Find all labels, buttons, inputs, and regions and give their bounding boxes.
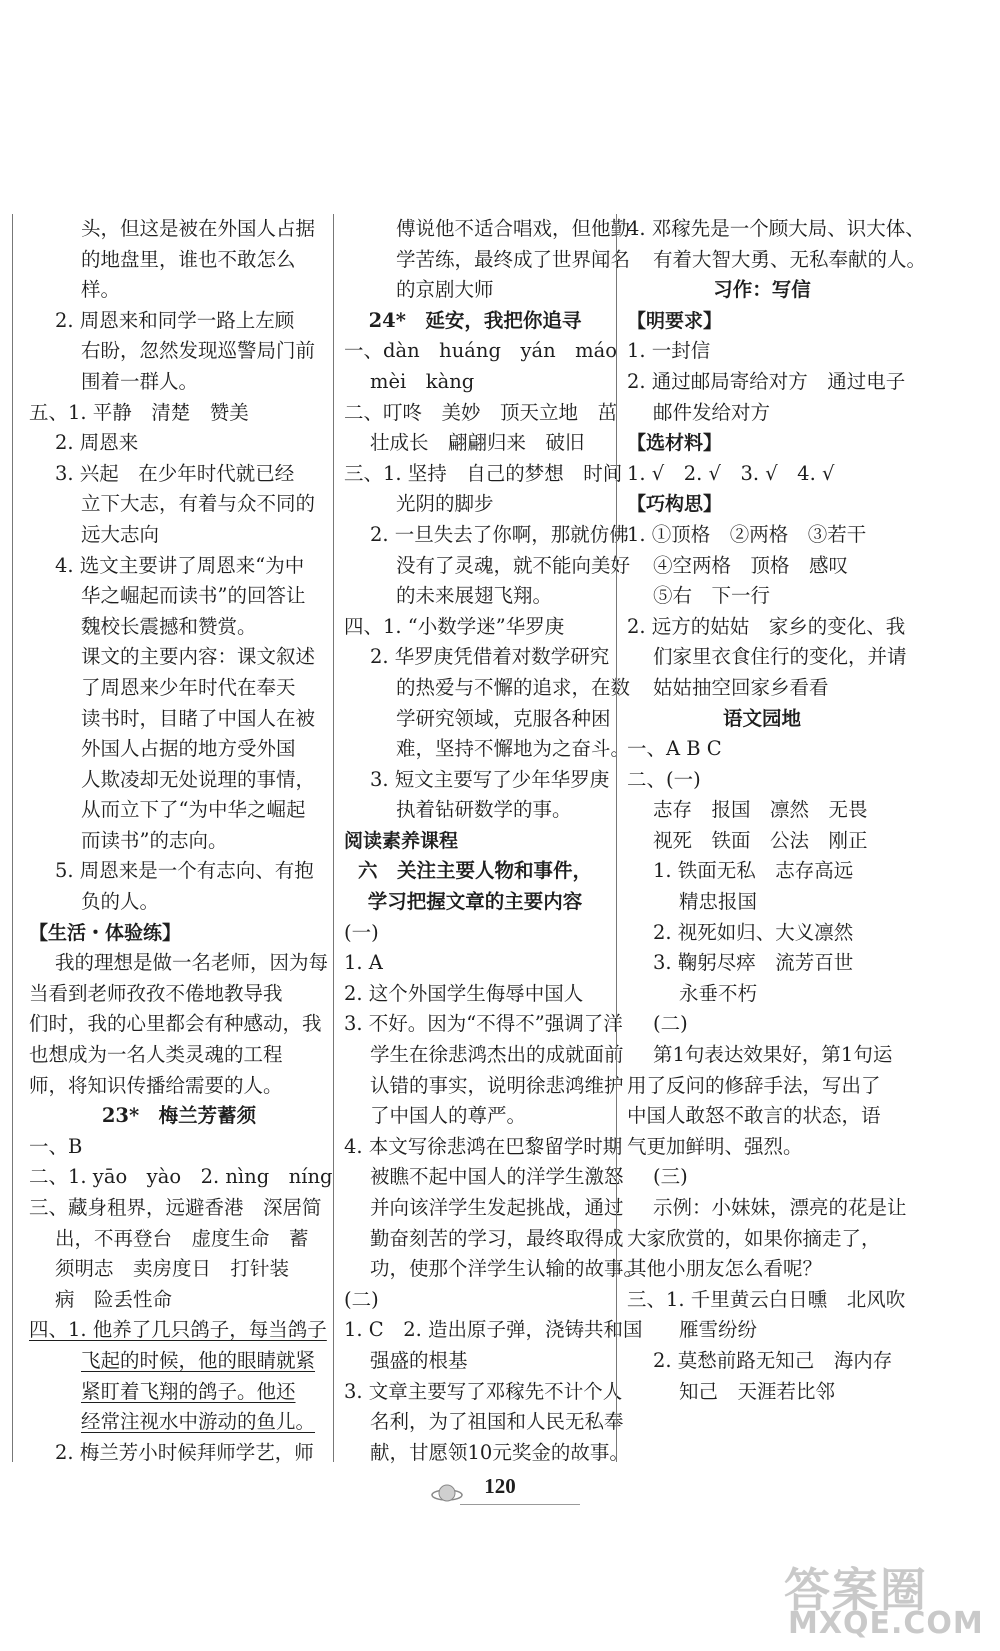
answer-line: 【巧构思】 — [627, 493, 723, 516]
answer-line: 强盛的根基 — [370, 1348, 468, 1372]
answer-line: 1. A — [344, 951, 383, 975]
answer-line: 头，但这是被在外国人占据 — [81, 217, 316, 240]
answer-line: 们时，我的心里都会有种感动，我 — [29, 1012, 322, 1036]
answer-line: 1. C 2. 造出原子弹，浇铸共和国 — [344, 1318, 643, 1342]
answer-line: 出，不再登台 虚度生命 蓄 — [55, 1226, 309, 1250]
answer-line: 围着一群人。 — [81, 369, 199, 393]
answer-line: 六 关注主要人物和事件， — [357, 859, 592, 883]
answer-line: 2. 这个外国学生侮辱中国人 — [344, 981, 584, 1005]
answer-line: 样。 — [81, 278, 121, 302]
answer-line: 有着大智大勇、无私奉献的人。 — [653, 247, 927, 271]
answer-line: 而读书”的志向。 — [81, 828, 228, 852]
answer-line: 2. 远方的姑姑 家乡的变化、我 — [627, 614, 906, 638]
answer-line: 1. 铁面无私 志存高远 — [653, 859, 854, 883]
answer-line: 第1句表达效果好，第1句运 — [653, 1043, 893, 1067]
answer-line: 阅读素养课程 — [344, 829, 459, 852]
answer-line: (二) — [344, 1287, 379, 1311]
answer-line: 的地盘里，谁也不敢怎么 — [81, 247, 296, 271]
answer-line: 二、叮咚 美妙 顶天立地 茁 — [344, 400, 618, 424]
answer-line: 学生在徐悲鸿杰出的成就面前 — [370, 1043, 624, 1067]
answer-line: 【选材料】 — [627, 432, 723, 455]
answer-line: 一、dàn huáng yán máo — [344, 339, 618, 363]
answer-line: 外国人占据的地方受外国 — [81, 737, 296, 761]
answer-line: 3. 文章主要写了邓稼先不计个人 — [344, 1379, 623, 1403]
watermark-logo-text: 答案圈 — [784, 1563, 928, 1617]
answer-line: 并向该洋学生发起挑战，通过 — [370, 1196, 624, 1219]
answer-line: 难，坚持不懈地为之奋斗。 — [396, 737, 631, 761]
answer-line: 远大志向 — [81, 522, 160, 546]
answer-line: 三、1. 坚持 自己的梦想 时间 — [344, 461, 623, 485]
answer-line: 永垂不朽 — [679, 981, 758, 1005]
answer-line: 习作：写信 — [713, 278, 811, 302]
answer-line: 四、1. 他养了几只鸽子，每当鸽子 — [29, 1318, 327, 1342]
answer-line: 名利，为了祖国和人民无私奉 — [370, 1410, 624, 1434]
answer-line: 了中国人的尊严。 — [370, 1104, 527, 1128]
answer-line: 2. 一旦失去了你啊，那就仿佛 — [370, 522, 629, 546]
answer-line: 语文园地 — [722, 706, 801, 730]
answer-line: 二、1. yāo yào 2. nìng níng — [29, 1165, 333, 1189]
answer-line: ④空两格 顶格 感叹 — [653, 553, 849, 577]
answer-line: 2. 视死如归、大义凛然 — [653, 920, 854, 944]
answer-line: 2. 周恩来和同学一路上左顾 — [55, 308, 295, 332]
answer-line: 学习把握文章的主要内容 — [367, 890, 583, 914]
watermark-url: MXQE.COM — [788, 1606, 984, 1641]
answer-line: 其他小朋友怎么看呢？ — [627, 1257, 823, 1281]
answer-line: (三) — [653, 1165, 688, 1189]
answer-line: 勤奋刻苦的学习，最终取得成 — [370, 1226, 624, 1250]
answer-line: 课文的主要内容：课文叙述 — [81, 645, 316, 669]
answer-column-middle — [333, 214, 644, 1464]
answer-line: 的未来展翅飞翔。 — [396, 584, 553, 608]
answer-line: 3. 不好。因为“不得不”强调了洋 — [344, 1012, 623, 1036]
answer-line: 4. 本文写徐悲鸿在巴黎留学时期 — [344, 1134, 623, 1158]
answer-line: 也想成为一名人类灵魂的工程 — [29, 1043, 283, 1067]
answer-line: 立下大志，有着与众不同的 — [81, 492, 316, 516]
answer-line: 视死 铁面 公法 刚正 — [653, 828, 868, 852]
answer-line: 的热爱与不懈的追求，在数 — [396, 675, 631, 699]
answer-line: 没有了灵魂，就不能向美好 — [396, 553, 631, 577]
answer-line: 飞起的时候，他的眼睛就紧 — [81, 1348, 316, 1372]
answer-line: 了周恩来少年时代在奉天 — [81, 675, 296, 699]
answer-line: 四、1. “小数学迷”华罗庚 — [344, 614, 565, 638]
answer-line: 2. 通过邮局寄给对方 通过电子 — [627, 369, 906, 393]
answer-line: 精忠报国 — [679, 890, 758, 914]
answer-line: 献，甘愿领10元奖金的故事。 — [370, 1440, 629, 1464]
answer-line: 【明要求】 — [627, 309, 723, 332]
answer-line: 知己 天涯若比邻 — [679, 1379, 836, 1403]
answer-line: 须明志 卖房度日 打针装 — [55, 1257, 290, 1281]
answer-line: 人欺凌却无处说理的事情， — [81, 767, 316, 791]
answer-line: 邮件发给对方 — [653, 400, 771, 424]
answer-line: 大家欣赏的，如果你摘走了， — [627, 1226, 881, 1250]
answer-line: ⑤右 下一行 — [653, 584, 771, 608]
answer-line: 示例：小妹妹，漂亮的花是让 — [653, 1196, 907, 1219]
answer-column-right — [616, 214, 927, 1462]
answer-line: 五、1. 平静 清楚 赞美 — [29, 400, 249, 424]
answer-line: 3. 鞠躬尽瘁 流芳百世 — [653, 951, 854, 975]
page-footer — [400, 1474, 600, 1514]
answer-line: 23* 梅兰芳蓄须 — [101, 1104, 257, 1128]
answer-line: 3. 短文主要写了少年华罗庚 — [370, 767, 610, 791]
answer-line: 1. √ 2. √ 3. √ 4. √ — [627, 461, 835, 485]
answer-line: 【生活・体验练】 — [29, 921, 182, 944]
answer-line: 读书时，目睹了中国人在被 — [81, 706, 316, 730]
answer-line: 学苦练，最终成了世界闻名 — [396, 247, 631, 271]
answer-line: 傅说他不适合唱戏，但他勤 — [396, 217, 631, 240]
answer-line: 认错的事实，说明徐悲鸿维护 — [370, 1073, 624, 1097]
answer-line: 雁雪纷纷 — [679, 1318, 758, 1342]
answer-line: 负的人。 — [81, 890, 160, 914]
answer-line: 功，使那个洋学生认输的故事。 — [370, 1257, 644, 1281]
answer-line: 的京剧大师 — [396, 278, 494, 302]
answer-line: (一) — [344, 920, 379, 944]
answer-line: 魏校长震撼和赞赏。 — [81, 614, 257, 638]
answer-line: 被瞧不起中国人的洋学生激怒 — [370, 1165, 624, 1189]
answer-line: 壮成长 翩翩归来 破旧 — [370, 431, 585, 455]
answer-line: 们家里衣食住行的变化，并请 — [653, 645, 907, 669]
planet-icon — [430, 1480, 464, 1508]
answer-line: 师，将知识传播给需要的人。 — [29, 1073, 283, 1097]
answer-line: mèi kàng — [370, 369, 475, 393]
answer-line: 2. 梅兰芳小时候拜师学艺，师 — [55, 1440, 314, 1464]
watermark — [780, 1554, 990, 1648]
answer-line: 2. 华罗庚凭借着对数学研究 — [370, 645, 610, 669]
answer-column-left — [12, 214, 333, 1464]
answer-line: 三、1. 千里黄云白日曛 北风吹 — [627, 1287, 906, 1311]
answer-line: 用了反问的修辞手法，写出了 — [627, 1073, 881, 1097]
answer-line: 右盼，忽然发现巡警局门前 — [81, 339, 316, 363]
answer-line: 1. ①顶格 ②两格 ③若干 — [627, 522, 867, 546]
answer-line: 经常注视水中游动的鱼儿。 — [81, 1410, 316, 1434]
footer-rule — [460, 1504, 580, 1505]
answer-line: 紧盯着飞翔的鸽子。他还 — [81, 1379, 296, 1403]
answer-line: 志存 报国 凛然 无畏 — [653, 798, 868, 822]
answer-line: 3. 兴起 在少年时代就已经 — [55, 461, 295, 485]
page-number: 120 — [484, 1474, 516, 1498]
answer-line: 光阴的脚步 — [396, 492, 494, 516]
answer-line: 4. 选文主要讲了周恩来“为中 — [55, 553, 305, 577]
answer-line: 4. 邓稼先是一个顾大局、识大体、 — [627, 217, 925, 240]
answer-line: 从而立下了“为中华之崛起 — [81, 798, 306, 822]
answer-line: 中国人敢怒不敢言的状态，语 — [627, 1104, 881, 1128]
answer-line: 一、B — [29, 1134, 83, 1158]
answer-line: 二、(一) — [627, 767, 701, 791]
answer-line: 学研究领域，克服各种困 — [396, 706, 611, 730]
answer-line: 当看到老师孜孜不倦地教导我 — [29, 981, 283, 1005]
answer-line: (二) — [653, 1012, 688, 1036]
answer-line: 1. 一封信 — [627, 339, 711, 363]
answer-line: 2. 周恩来 — [55, 431, 139, 455]
answer-line: 5. 周恩来是一个有志向、有抱 — [55, 859, 314, 883]
answer-line: 华之崛起而读书”的回答让 — [81, 584, 306, 608]
answer-line: 三、藏身租界，远避香港 深居简 — [29, 1196, 322, 1219]
answer-line: 执着钻研数学的事。 — [396, 798, 572, 822]
answer-line: 病 险丢性命 — [55, 1287, 173, 1311]
answer-line: 一、A B C — [627, 737, 722, 761]
answer-line: 2. 莫愁前路无知己 海内存 — [653, 1348, 893, 1372]
answer-line: 姑姑抽空回家乡看看 — [653, 675, 829, 699]
answer-line: 气更加鲜明、强烈。 — [627, 1134, 803, 1158]
answer-line: 24* 延安，我把你追寻 — [368, 308, 582, 332]
answer-line: 我的理想是做一名老师，因为每 — [55, 951, 329, 975]
